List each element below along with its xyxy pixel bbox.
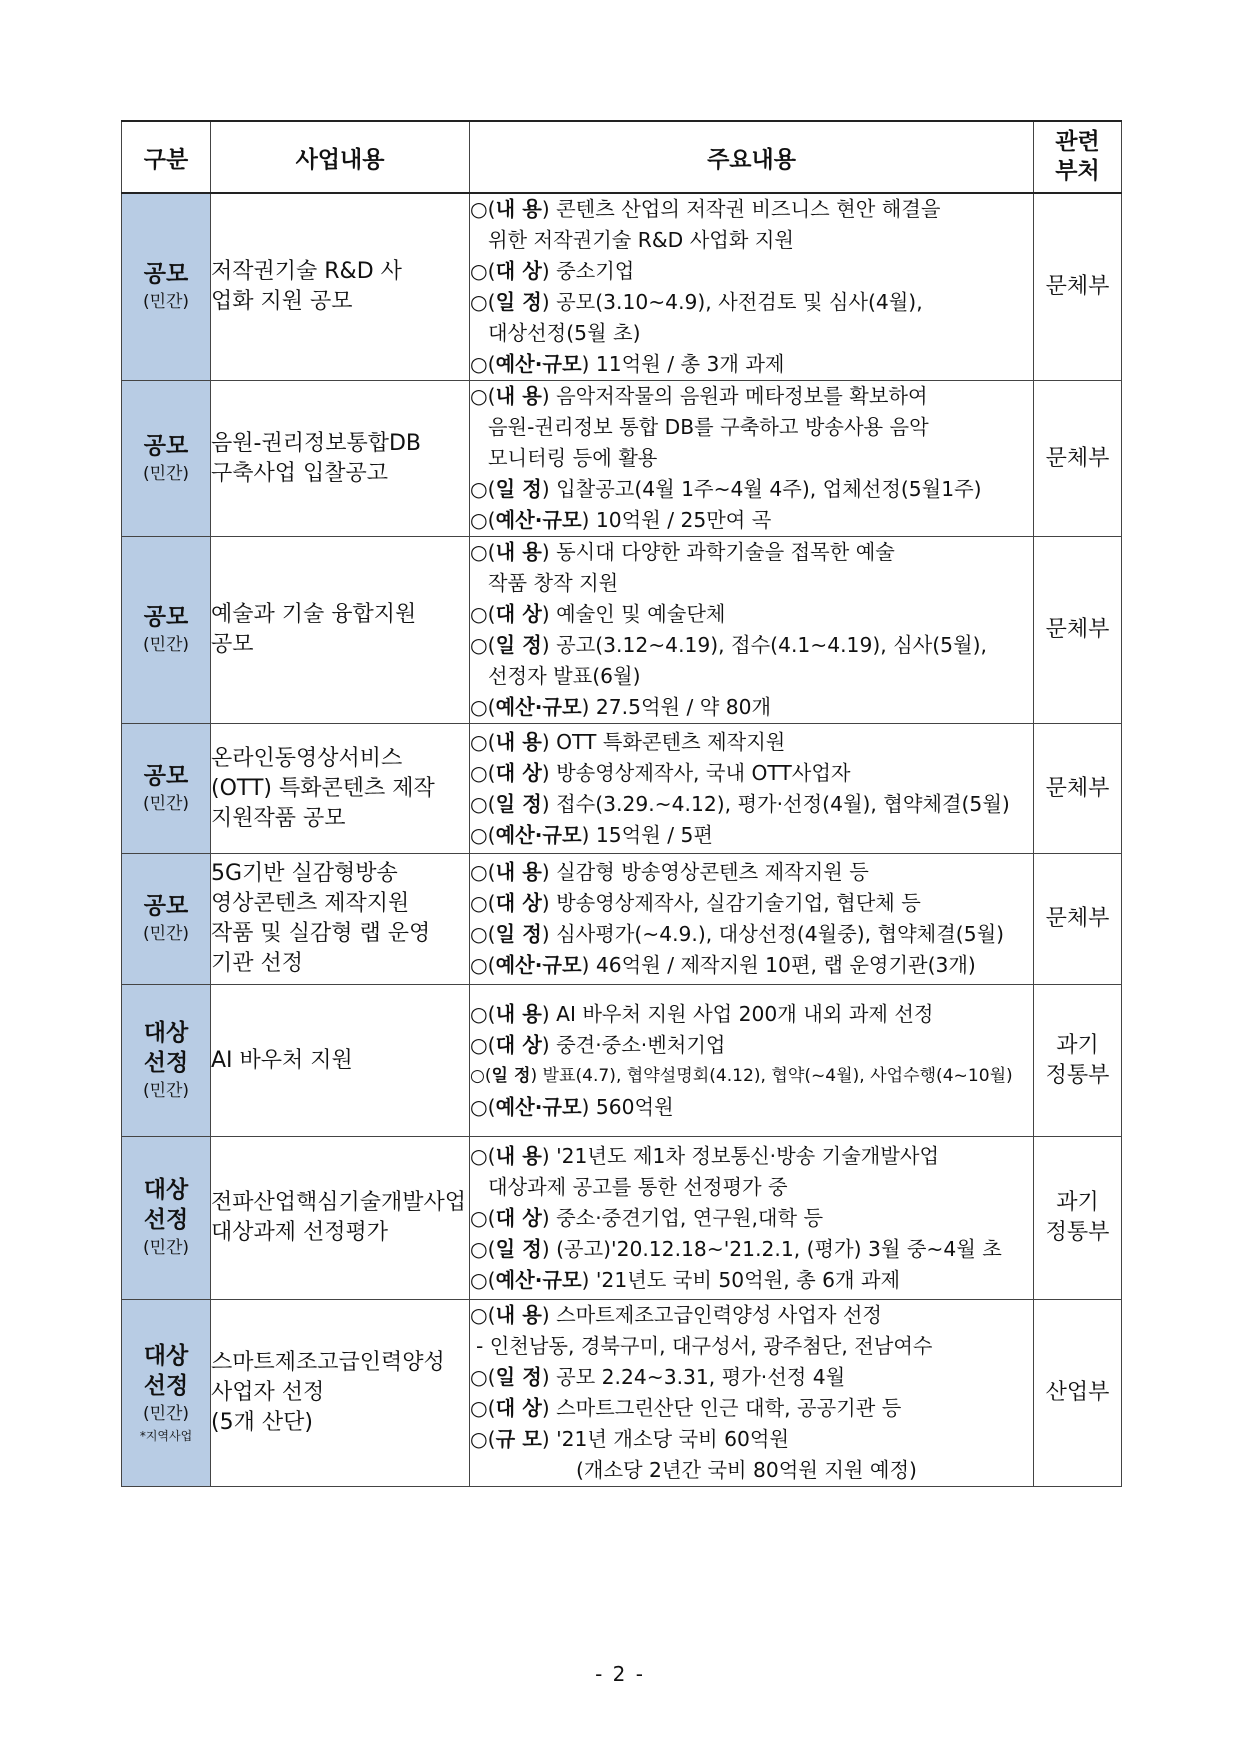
category-label-line2: 선정	[143, 1373, 189, 1399]
detail-text: ) '21년도 국비 50억원, 총 6개 과제	[581, 1267, 901, 1292]
detail-label: 내 용	[495, 1143, 542, 1168]
detail-text: ) 15억원 / 5편	[581, 822, 713, 847]
detail-label: 예산·규모	[495, 1267, 582, 1292]
detail-line	[470, 1393, 1033, 1424]
detail-label: 대 상	[495, 1032, 542, 1057]
table-row	[122, 724, 1122, 854]
business-text: 공모	[211, 632, 254, 657]
detail-label: 대 상	[495, 1396, 542, 1420]
department-cell	[1034, 381, 1122, 537]
category-label: 대상	[143, 1019, 189, 1046]
detail-label: 예산·규모	[495, 508, 582, 532]
detail-line	[470, 349, 1033, 380]
detail-label: 대 상	[495, 602, 542, 626]
category-label: 공모	[143, 604, 189, 630]
detail-line	[470, 999, 1033, 1030]
detail-line	[470, 950, 1033, 981]
detail-text: ) 음악저작물의 음원과 메타정보를 확보하여	[541, 384, 928, 408]
table-row	[122, 985, 1122, 1137]
detail-text: ) 방송영상제작사, 실감기술기업, 협단체 등	[541, 891, 921, 915]
details-cell	[470, 193, 1034, 381]
detail-continuation: - 인천남동, 경북구미, 대구성서, 광주첨단, 전남여수	[476, 1334, 933, 1358]
detail-text: ) 스마트제조고급인력양성 사업자 선정	[541, 1303, 882, 1327]
business-text: 대상과제 선정평가	[211, 1220, 389, 1245]
detail-label: 예산·규모	[495, 953, 582, 977]
department-name: 과기	[1056, 1190, 1099, 1215]
detail-line	[470, 820, 1033, 851]
bullet-marker: ○(	[470, 1303, 496, 1327]
bullet-marker: ○(	[470, 633, 496, 657]
bullet-marker: ○(	[470, 760, 496, 785]
detail-label: 대 상	[495, 1205, 542, 1230]
detail-text: ) 중소기업	[541, 259, 635, 283]
detail-line	[470, 1265, 1033, 1296]
business-cell	[211, 854, 470, 985]
detail-label: 대 상	[495, 891, 542, 915]
department-name: 문체부	[1045, 274, 1110, 299]
header-category: 구분	[122, 121, 211, 193]
detail-text: ) 입찰공고(4월 1주~4월 4주), 업체선정(5월1주)	[541, 477, 982, 501]
category-label: 공모	[143, 893, 189, 919]
business-text: (5개 산단)	[211, 1410, 313, 1435]
business-text: 영상콘텐츠 제작지원	[211, 891, 410, 916]
bullet-marker: ○(	[470, 922, 496, 946]
category-cell	[122, 1137, 211, 1300]
table-row	[122, 193, 1122, 381]
department-cell	[1034, 1300, 1122, 1487]
detail-text: ) 27.5억원 / 약 80개	[581, 695, 772, 719]
detail-line	[470, 857, 1033, 888]
business-text: 저작권기술 R&D 사	[211, 259, 402, 284]
bullet-marker: ○(	[470, 1001, 496, 1026]
bullet-marker: ○(	[470, 695, 496, 719]
detail-continuation: 음원-권리정보 통합 DB를 구축하고 방송사용 음악	[488, 415, 929, 439]
detail-continuation: 대상과제 공고를 통한 선정평가 중	[488, 1174, 788, 1199]
detail-line	[470, 1092, 1033, 1123]
header-dept-line1: 관련	[1055, 129, 1100, 155]
bullet-marker: ○(	[470, 1427, 496, 1451]
detail-line	[470, 1061, 1033, 1092]
detail-continuation: 선정자 발표(6월)	[488, 664, 641, 688]
category-sector: (민간)	[142, 1238, 190, 1258]
business-text: 온라인동영상서비스	[211, 745, 403, 771]
bullet-marker: ○(	[470, 953, 496, 977]
bullet-marker: ○(	[470, 259, 496, 283]
department-cell	[1034, 985, 1122, 1137]
detail-line	[470, 727, 1033, 758]
bullet-marker: ○(	[470, 1143, 496, 1168]
detail-text: ) 공모 2.24~3.31, 평가·선정 4월	[541, 1365, 846, 1389]
detail-continuation: (개소당 2년간 국비 80억원 지원 예정)	[576, 1458, 917, 1482]
department-name: 문체부	[1045, 906, 1110, 931]
detail-continuation: 모니터링 등에 활용	[488, 446, 658, 470]
detail-text: ) 발표(4.7), 협약설명회(4.12), 협약(~4월), 사업수행(4~10월)	[530, 1065, 1013, 1086]
header-business: 사업내용	[211, 121, 470, 193]
detail-label: 예산·규모	[495, 352, 582, 376]
bullet-marker: ○(	[470, 791, 496, 816]
category-label-line2: 선정	[143, 1207, 189, 1233]
category-cell	[122, 381, 211, 537]
detail-line	[470, 287, 1033, 318]
detail-line	[470, 381, 1033, 412]
detail-label: 일 정	[495, 1236, 542, 1261]
category-sector: (민간)	[142, 1404, 190, 1424]
bullet-marker: ○(	[470, 1205, 496, 1230]
department-name: 문체부	[1045, 617, 1110, 642]
header-department	[1034, 121, 1122, 193]
bullet-marker: ○(	[470, 1396, 496, 1420]
detail-line	[470, 888, 1033, 919]
detail-line	[470, 789, 1033, 820]
business-text: 5G기반 실감형방송	[211, 861, 398, 886]
detail-line	[470, 1141, 1033, 1172]
category-sector: (민간)	[142, 635, 190, 655]
bullet-marker: ○(	[470, 891, 496, 915]
business-text: 구축사업 입찰공고	[211, 460, 389, 486]
category-cell	[122, 537, 211, 724]
department-name: 문체부	[1045, 775, 1110, 801]
details-cell	[470, 1137, 1034, 1300]
detail-label: 내 용	[495, 384, 542, 408]
detail-line	[470, 474, 1033, 505]
department-cell	[1034, 537, 1122, 724]
details-cell	[470, 537, 1034, 724]
detail-text: ) 공고(3.12~4.19), 접수(4.1~4.19), 심사(5월),	[541, 633, 987, 657]
department-name: 정통부	[1045, 1062, 1110, 1088]
detail-text: ) 접수(3.29.~4.12), 평가·선정(4월), 협약체결(5월)	[541, 791, 1010, 816]
detail-text: ) 예술인 및 예술단체	[541, 602, 726, 626]
table-row	[122, 1137, 1122, 1300]
category-cell	[122, 724, 211, 854]
detail-text: ) 동시대 다양한 과학기술을 접목한 예술	[541, 540, 895, 564]
details-cell	[470, 1300, 1034, 1487]
detail-line	[470, 256, 1033, 287]
detail-line	[470, 194, 1033, 225]
category-cell	[122, 1300, 211, 1487]
business-cell	[211, 724, 470, 854]
department-cell	[1034, 193, 1122, 381]
detail-line	[470, 537, 1033, 568]
category-sector: (민간)	[142, 292, 190, 312]
bullet-marker: ○(	[470, 384, 496, 408]
detail-label: 일 정	[495, 922, 542, 946]
detail-label: 일 정	[495, 633, 542, 657]
detail-label: 대 상	[495, 259, 542, 283]
business-cell	[211, 1137, 470, 1300]
business-text: AI 바우처 지원	[211, 1047, 353, 1073]
detail-text: ) 중소·중견기업, 연구원,대학 등	[541, 1205, 824, 1230]
detail-line	[470, 1030, 1033, 1061]
department-name: 산업부	[1045, 1380, 1110, 1405]
detail-text: ) OTT 특화콘텐츠 제작지원	[541, 729, 786, 754]
details-cell	[470, 985, 1034, 1137]
business-text: 음원-권리정보통합DB	[211, 430, 421, 456]
detail-line	[470, 1203, 1033, 1234]
detail-continuation: 작품 창작 지원	[488, 571, 619, 595]
detail-line	[470, 1300, 1033, 1331]
category-label: 공모	[143, 762, 189, 789]
detail-text: ) 방송영상제작사, 국내 OTT사업자	[541, 760, 851, 785]
business-cell	[211, 537, 470, 724]
department-cell	[1034, 854, 1122, 985]
bullet-marker: ○(	[470, 1032, 496, 1057]
category-cell	[122, 193, 211, 381]
detail-text: ) 콘텐츠 산업의 저작권 비즈니스 현안 해결을	[541, 197, 941, 221]
detail-text: ) '21년도 제1차 정보통신·방송 기술개발사업	[541, 1143, 940, 1168]
table-row	[122, 854, 1122, 985]
detail-label: 예산·규모	[495, 1094, 582, 1119]
category-note: *지역사업	[139, 1429, 193, 1443]
bullet-marker: ○(	[470, 352, 496, 376]
detail-text: ) '21년 개소당 국비 60억원	[541, 1427, 790, 1451]
detail-label: 규 모	[495, 1427, 542, 1451]
table-header-row	[122, 121, 1122, 193]
detail-text: ) 560억원	[581, 1094, 674, 1119]
table-row	[122, 1300, 1122, 1487]
bullet-marker: ○(	[470, 860, 496, 884]
detail-text: ) 심사평가(~4.9.), 대상선정(4월중), 협약체결(5월)	[541, 922, 1005, 946]
bullet-marker: ○(	[470, 197, 496, 221]
department-name: 문체부	[1045, 445, 1110, 471]
detail-label: 일 정	[495, 791, 542, 816]
business-text: 예술과 기술 융합지원	[211, 602, 417, 627]
detail-label: 내 용	[495, 860, 542, 884]
detail-label: 내 용	[495, 1303, 542, 1327]
detail-label: 예산·규모	[495, 822, 582, 847]
category-sector: (민간)	[142, 1080, 190, 1101]
detail-line	[470, 599, 1033, 630]
category-sector: (민간)	[142, 793, 190, 814]
bullet-marker: ○(	[470, 729, 496, 754]
category-label: 대상	[143, 1343, 189, 1369]
header-details: 주요내용	[470, 121, 1034, 193]
page-number: - 2 -	[595, 1662, 645, 1686]
business-text: 업화 지원 공모	[211, 289, 353, 314]
table-row	[122, 537, 1122, 724]
header-dept-line2: 부처	[1055, 158, 1100, 184]
business-text: 기관 선정	[211, 951, 304, 976]
detail-line	[470, 919, 1033, 950]
bullet-marker: ○(	[470, 290, 496, 314]
detail-text: ) 46억원 / 제작지원 10편, 랩 운영기관(3개)	[581, 953, 976, 977]
detail-text: ) 스마트그린산단 인근 대학, 공공기관 등	[541, 1396, 902, 1420]
detail-line	[470, 630, 1033, 661]
category-sector: (민간)	[142, 924, 190, 944]
table-row	[122, 381, 1122, 537]
business-table	[121, 120, 1122, 1487]
detail-label: 예산·규모	[495, 695, 582, 719]
detail-line	[470, 1424, 1033, 1455]
business-text: 스마트제조고급인력양성	[211, 1350, 445, 1375]
details-cell	[470, 381, 1034, 537]
business-text: 작품 및 실감형 랩 운영	[211, 921, 431, 946]
category-label: 공모	[143, 432, 189, 459]
detail-label: 일 정	[491, 1065, 531, 1086]
category-cell	[122, 854, 211, 985]
detail-text: ) 중견·중소·벤처기업	[541, 1032, 726, 1057]
details-cell	[470, 854, 1034, 985]
detail-text: ) 11억원 / 총 3개 과제	[581, 352, 785, 376]
business-cell	[211, 381, 470, 537]
detail-label: 일 정	[495, 477, 542, 501]
detail-continuation: 대상선정(5월 초)	[488, 321, 641, 345]
category-sector: (민간)	[142, 463, 190, 484]
detail-label: 일 정	[495, 1365, 542, 1389]
category-label: 대상	[143, 1177, 189, 1203]
detail-continuation: 위한 저작권기술 R&D 사업화 지원	[488, 228, 794, 252]
detail-text: ) 실감형 방송영상콘텐츠 제작지원 등	[541, 860, 869, 884]
business-cell	[211, 1300, 470, 1487]
detail-text: ) 10억원 / 25만여 곡	[581, 508, 772, 532]
detail-text: ) 공모(3.10~4.9), 사전검토 및 심사(4월),	[541, 290, 923, 314]
detail-text: ) AI 바우처 지원 사업 200개 내외 과제 선정	[541, 1001, 934, 1026]
category-label-line2: 선정	[143, 1049, 189, 1076]
detail-line	[470, 505, 1033, 536]
detail-line	[470, 1362, 1033, 1393]
business-text: 지원작품 공모	[211, 805, 346, 831]
bullet-marker: ○(	[470, 1065, 492, 1086]
business-text: 전파산업핵심기술개발사업	[211, 1190, 467, 1215]
bullet-marker: ○(	[470, 540, 496, 564]
detail-label: 일 정	[495, 290, 542, 314]
business-cell	[211, 985, 470, 1137]
bullet-marker: ○(	[470, 1267, 496, 1292]
detail-line	[470, 1234, 1033, 1265]
detail-label: 내 용	[495, 540, 542, 564]
bullet-marker: ○(	[470, 477, 496, 501]
bullet-marker: ○(	[470, 602, 496, 626]
detail-text: ) (공고)'20.12.18~'21.2.1, (평가) 3월 중~4월 초	[541, 1236, 1002, 1261]
detail-label: 내 용	[495, 1001, 542, 1026]
bullet-marker: ○(	[470, 822, 496, 847]
department-name: 과기	[1056, 1032, 1099, 1058]
bullet-marker: ○(	[470, 1365, 496, 1389]
department-cell	[1034, 724, 1122, 854]
detail-line	[470, 692, 1033, 723]
bullet-marker: ○(	[470, 1236, 496, 1261]
details-cell	[470, 724, 1034, 854]
detail-label: 내 용	[495, 729, 542, 754]
detail-label: 내 용	[495, 197, 542, 221]
business-text: 사업자 선정	[211, 1380, 325, 1405]
business-text: (OTT) 특화콘텐츠 제작	[211, 775, 435, 801]
category-cell	[122, 985, 211, 1137]
detail-label: 대 상	[495, 760, 542, 785]
bullet-marker: ○(	[470, 1094, 496, 1119]
category-label: 공모	[143, 261, 189, 287]
business-cell	[211, 193, 470, 381]
detail-line	[470, 758, 1033, 789]
department-name: 정통부	[1045, 1220, 1110, 1245]
department-cell	[1034, 1137, 1122, 1300]
bullet-marker: ○(	[470, 508, 496, 532]
